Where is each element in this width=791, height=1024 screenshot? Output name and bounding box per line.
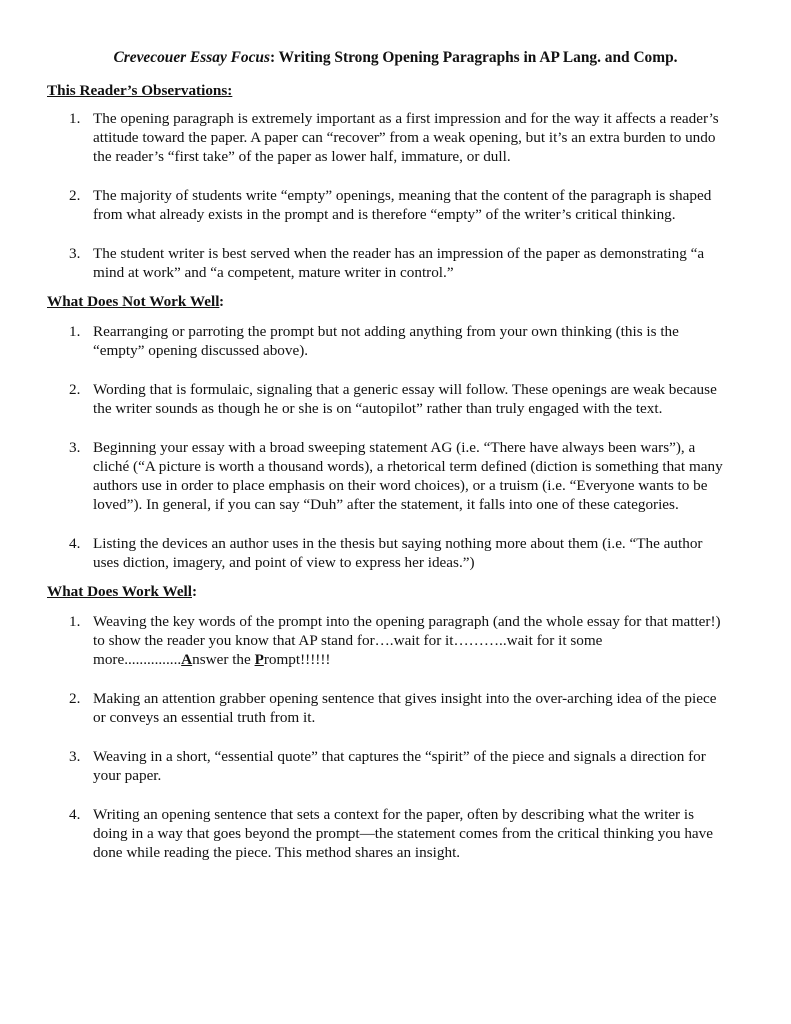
heading-text: What Does Not Work Well	[47, 293, 220, 310]
item-line	[93, 650, 753, 669]
item-line: loved”). In general, if you can say “Duh” after the statement, it falls into one of these categories.	[93, 496, 679, 513]
title-rest: : Writing Strong Opening Paragraphs in AP Lang. and Comp.	[269, 49, 678, 66]
item-number: 3.	[69, 245, 81, 262]
item-line: the reader’s “first take” of the paper as lower half, immature, or dull.	[93, 148, 511, 165]
item-line: attitude toward the paper. A paper can “recover” from a weak opening, but it’s an extra burden to undo	[93, 129, 716, 146]
section-heading-observations: This Reader’s Observations:	[47, 82, 233, 99]
item-line: authors use in order to place emphasis on their word choices), or a truism (i.e. “Everyone wants to be	[93, 477, 708, 494]
title-italic: Crevecouer Essay Focus	[113, 49, 270, 66]
section-heading-works	[47, 582, 192, 602]
document-title	[0, 48, 791, 68]
item-line: mind at work” and “a competent, mature writer in control.”	[93, 264, 454, 281]
item-line: from what already exists in the prompt and is therefore “empty” of the writer’s critical thinking.	[93, 206, 676, 223]
item-number: 1.	[69, 110, 81, 127]
item-line: “empty” opening discussed above).	[93, 342, 309, 359]
item-line: uses diction, imagery, and point of view to express her ideas.”)	[93, 554, 475, 571]
answer-rompt: rompt!!!!!!	[263, 651, 331, 668]
item-number: 2.	[69, 690, 81, 707]
item-line: The opening paragraph is extremely important as a first impression and for the way it affects a reader’s	[93, 110, 719, 127]
item-line: Weaving the key words of the prompt into the opening paragraph (and the whole essay for that matter!)	[93, 613, 721, 630]
item-line: Rearranging or parroting the prompt but not adding anything from your own thinking (this is the	[93, 323, 679, 340]
item-line-start: more...............	[93, 651, 182, 668]
answer-a: A	[181, 651, 193, 668]
item-line: The majority of students write “empty” openings, meaning that the content of the paragraph is shaped	[93, 187, 712, 204]
item-number: 2.	[69, 381, 81, 398]
item-line: or conveys an essential truth from it.	[93, 709, 316, 726]
item-line: Beginning your essay with a broad sweeping statement AG (i.e. “There have always been wars”), a	[93, 439, 696, 456]
heading-colon: :	[219, 293, 225, 310]
item-line: cliché (“A picture is worth a thousand words), a rhetorical term defined (diction is something that many	[93, 458, 723, 475]
item-line: Writing an opening sentence that sets a context for the paper, often by describing what the writer is	[93, 806, 695, 823]
item-number: 4.	[69, 806, 81, 823]
item-line: Wording that is formulaic, signaling that a generic essay will follow. These openings are weak because	[93, 381, 717, 398]
item-line: Weaving in a short, “essential quote” that captures the “spirit” of the piece and signals a direction for	[93, 748, 706, 765]
item-number: 3.	[69, 439, 81, 456]
answer-p: P	[254, 651, 264, 668]
heading-colon: :	[192, 583, 198, 600]
item-number: 4.	[69, 535, 81, 552]
section-heading-not-work	[47, 292, 219, 312]
heading-text: What Does Work Well	[47, 583, 192, 600]
item-number: 1.	[69, 613, 81, 630]
item-line: to show the reader you know that AP stand for….wait for it………..wait for it some	[93, 632, 603, 649]
item-line: the writer sounds as though he or she is on “autopilot” rather than truly engaged with the text.	[93, 400, 663, 417]
item-line: done while reading the piece. This method shares an insight.	[93, 844, 461, 861]
item-number: 2.	[69, 187, 81, 204]
item-number: 1.	[69, 323, 81, 340]
item-line: Making an attention grabber opening sentence that gives insight into the over-arching idea of the piece	[93, 690, 717, 707]
item-number: 3.	[69, 748, 81, 765]
item-line: The student writer is best served when the reader has an impression of the paper as demonstrating “a	[93, 245, 705, 262]
answer-nswer: nswer the	[192, 651, 255, 668]
item-line: Listing the devices an author uses in the thesis but saying nothing more about them (i.e. “The author	[93, 535, 703, 552]
item-line: your paper.	[93, 767, 162, 784]
item-line: doing in a way that goes beyond the prompt—the statement comes from the critical thinking you have	[93, 825, 714, 842]
